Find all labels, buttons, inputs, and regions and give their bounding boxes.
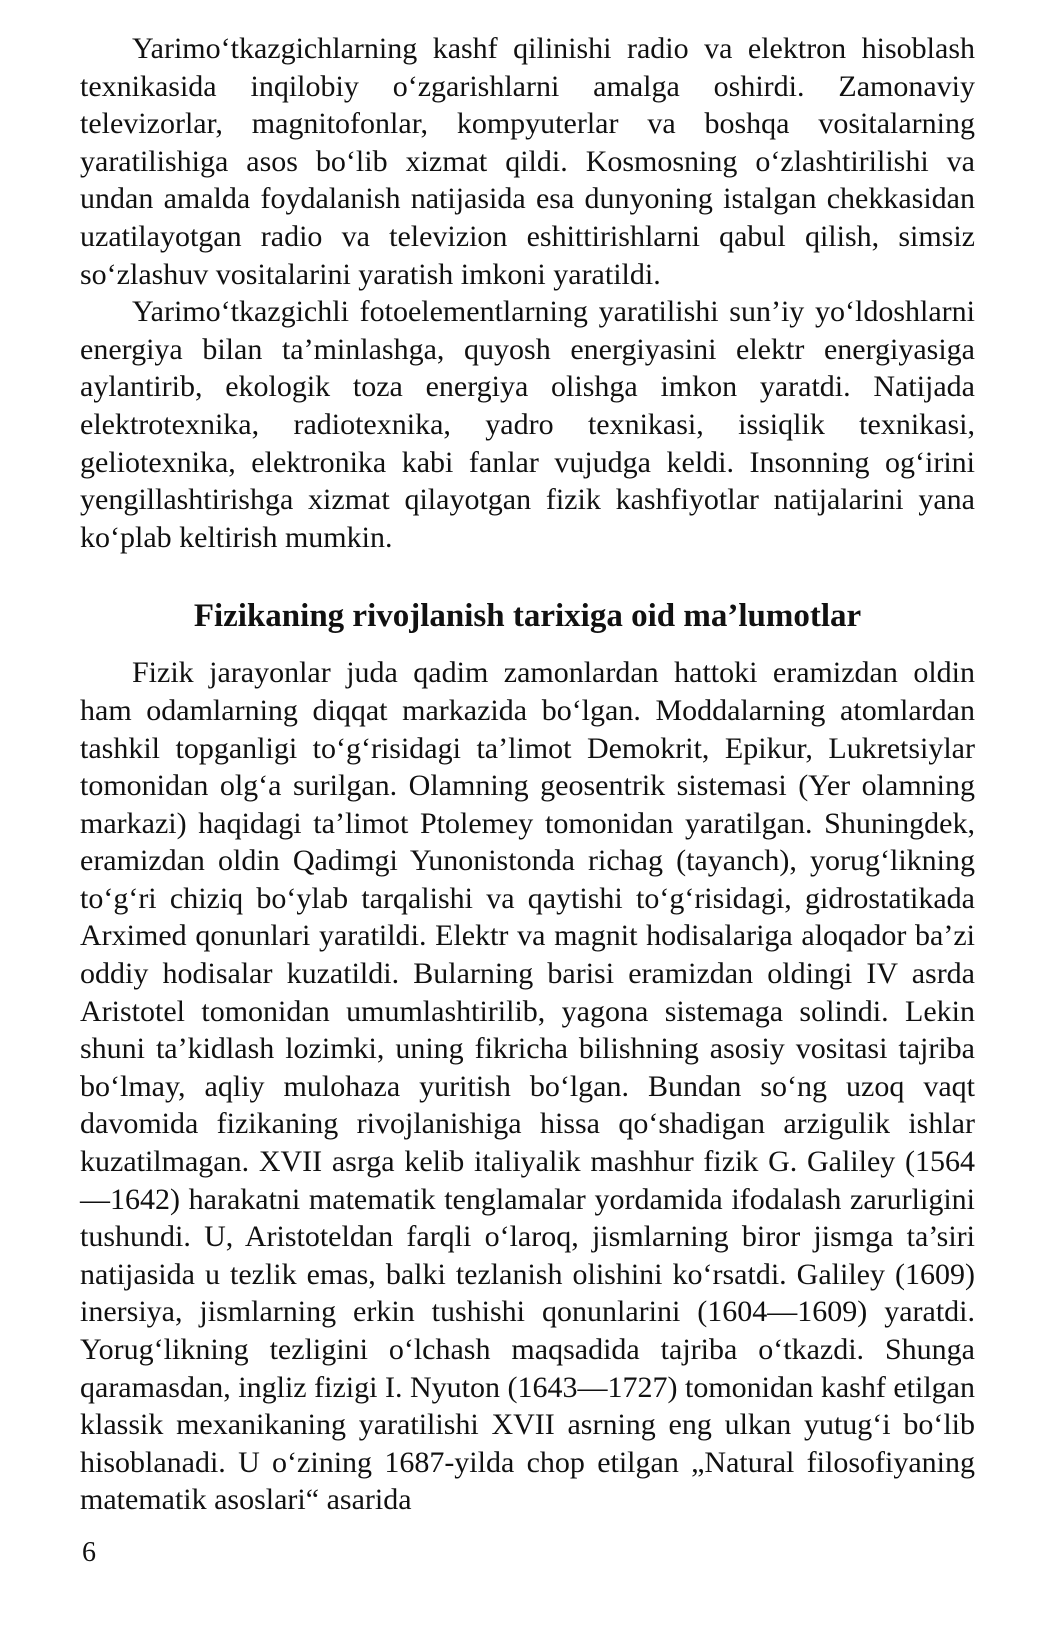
page-number: 6 <box>82 1537 96 1568</box>
paragraph-history: Fizik jarayonlar juda qadim zamonlardan hattoki eramizdan oldin ham odamlarning diqqat markazida bo‘lgan. Moddalarning atomlardan tashkil topganligi to‘g‘risidagi ta’limot Demokrit, Epikur, Lukretsiylar tomonidan olg‘a surilgan. Olamning geosentrik sistemasi (Yer olamning markazi) haqidagi ta’limot Ptolemey tomonidan yaratilgan. Shuningdek, eramizdan oldin Qadimgi Yunonistonda richag (tayanch), yorug‘likning to‘g‘ri chiziq bo‘ylab tarqalishi va qaytishi to‘g‘risidagi, gidrostatikada Arximed qonunlari yaratildi. Elektr va magnit hodisalariga aloqador ba’zi oddiy hodisalar kuzatildi. Bularning barisi eramizdan oldingi IV asrda Aristotel tomonidan umumlashtirilib, yagona sistemaga solindi. Lekin shuni ta’kidlash lozimki, uning fikricha bilishning asosiy vositasi tajriba bo‘lmay, aqliy mulohaza yuritish bo‘lgan. Bundan so‘ng uzoq vaqt davomida fizikaning rivojlanishiga hissa qo‘shadigan arzigulik ishlar kuzatilmagan. XVII asrga kelib italiyalik mashhur fizik G. Galiley (1564—1642) harakatni matematik tenglamalar yordamida ifodalash zarurligini tushundi. U, Aristoteldan farqli o‘laroq, jismlarning biror jismga ta’siri natijasida u tezlik emas, balki tezlanish olishini ko‘rsatdi. Galiley (1609) inersiya, jismlarning erkin tushishi qonunlarini (1604—1609) yaratdi. Yorug‘likning tezligini o‘lchash maqsadida tajriba o‘tkazdi. Shunga qaramasdan, ingliz fizigi I. Nyuton (1643—1727) tomonidan kashf etilgan klassik mexanikaning yaratilishi XVII asrning eng ulkan yutug‘i bo‘lib hisoblanadi. U o‘zining 1687-yilda chop etilgan „Natural filosofiyaning matematik asoslari“ asarida <box>80 656 975 1517</box>
section-title: Fizikaning rivojlanish tarixiga oid ma’lumotlar <box>193 598 862 635</box>
paragraph-photoelements: Yarimo‘tkazgichli fotoelementlarning yaratilishi sun’iy yo‘ldoshlarni energiya bilan ta’minlashga, quyosh energiyasini elektr energiyasiga aylantirib, ekologik toza energiya olishga imkon yaratdi. Natijada elektrotexnika, radiotexnika, yadro texnikasi, issiqlik texnikasi, geliotexnika, elektronika kabi fanlar vujudga keldi. Insonning og‘irini yengillashtirishga xizmat qilayotgan fizik kashfiyotlar natijalarini yana ko‘plab keltirish mumkin. <box>80 295 975 554</box>
paragraph-semiconductors: Yarimo‘tkazgichlarning kashf qilinishi radio va elektron hisoblash texnikasida inqilobiy o‘zgarishlarni amalga oshirdi. Zamonaviy televizorlar, magnitofonlar, kompyuterlar va boshqa vositalarning yaratilishiga asos bo‘lib xizmat qildi. Kosmosning o‘zlashtirilishi va undan amalda foydalanish natijasida esa dunyoning istalgan chekkasidan uzatilayotgan radio va televizion eshittirishlarni qabul qilish, simsiz so‘zlashuv vositalarini yaratish imkoni yaratildi. <box>80 32 975 291</box>
book-page <box>80 30 975 1519</box>
